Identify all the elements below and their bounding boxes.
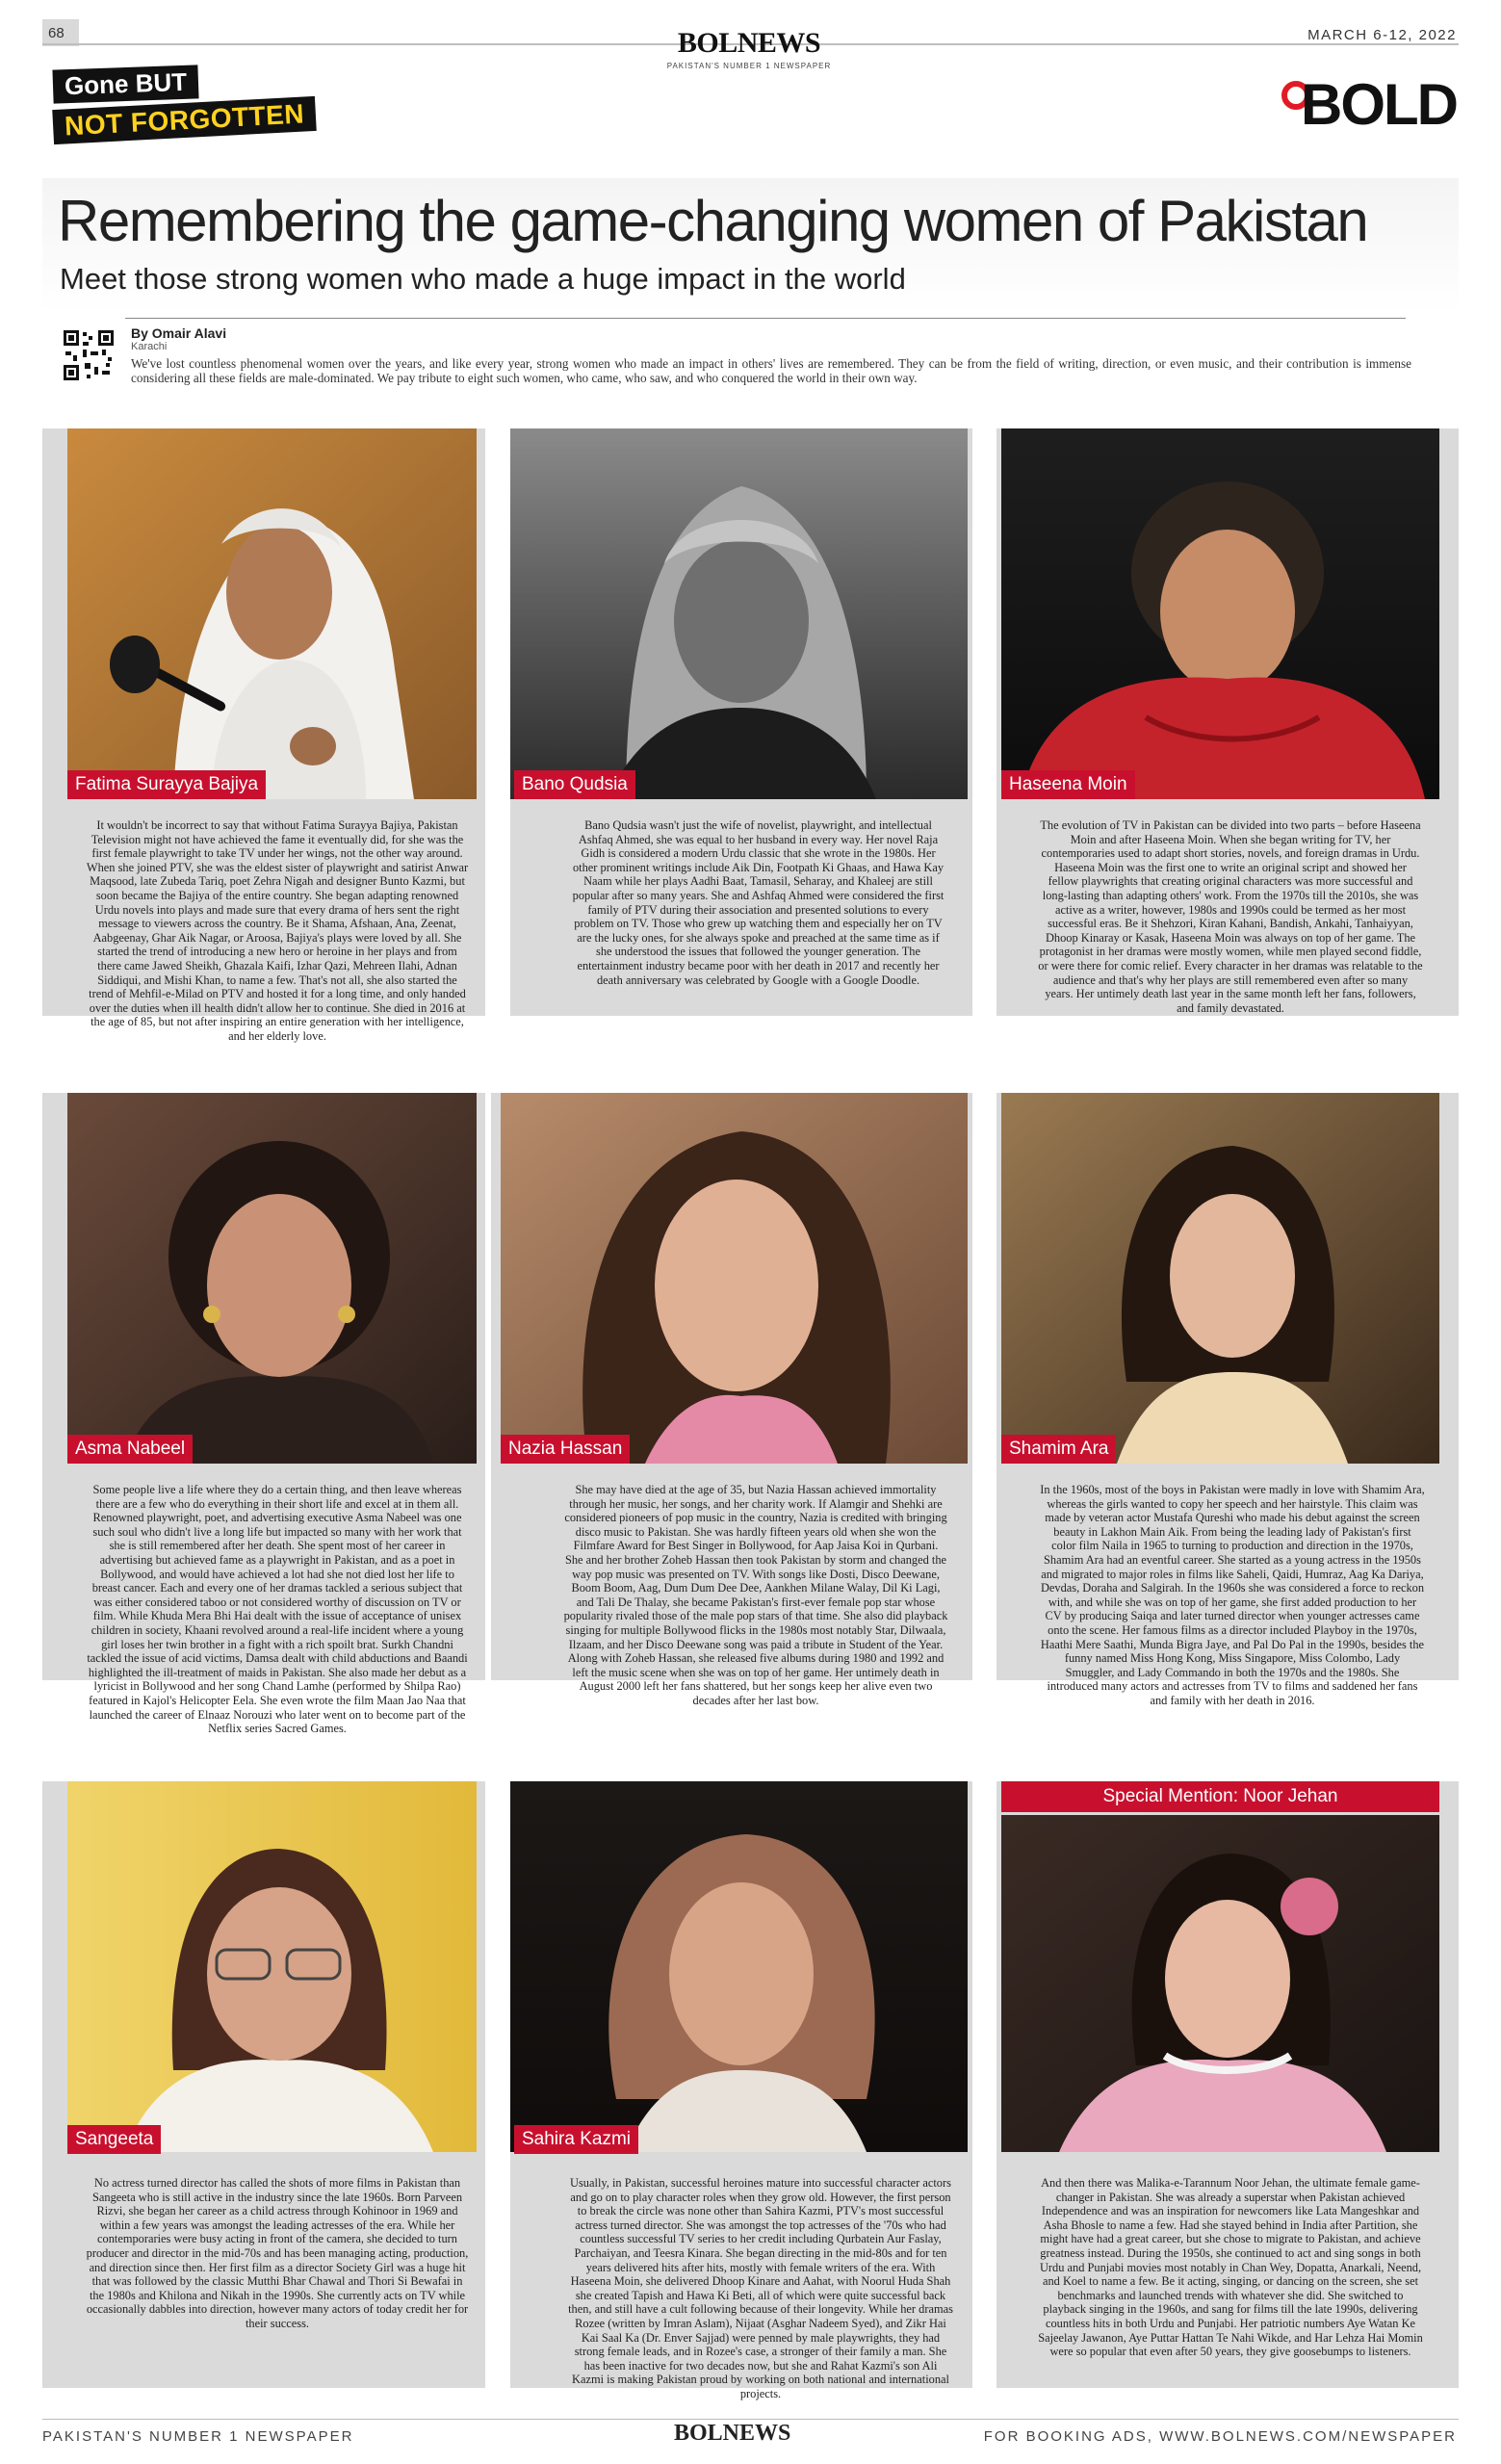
profile-name-tag: Nazia Hassan xyxy=(501,1435,630,1464)
profile-text: Some people live a life where they do a certain thing, and then leave whereas there are a few who do everything in their short life and excel at in them all. Renowned playwright, poet, and advertising executive Asma Nabeel was one such soul who didn't live a long life but impacted so many with her work that she is still remembered after her death. She spent most of her career in advertising but achieved fame as a playwright in Pakistan, and as a poet in Bollywood, and would have achieved a lot had she not died lost her life to breast cancer. Each and every one of her dramas tackled a serious subject that was either considered taboo or not considered worthy of discussion on TV or film. While Khuda Mera Bhi Hai dealt with the issue of acceptance of unisex children in society, Khaani revolved around a real-life incident where a young girl loses her twin brother in a fight with a rich spoilt brat. Surkh Chandni tackled the issue of acid victims, Damsa dealt with child abductions and Baandi highlighted the ill-treatment of maids in Pakistan. She also made her debut as a lyricist in Bollywood and her song Chand Lamhe (performed by Shilpa Rao) featured in Kajol's Helicopter Eela. She even wrote the film Maan Jao Naa that launched the career of Elnaaz Norouzi who later went on to become part of the Netflix series Sacred Games. xyxy=(87,1483,468,1736)
portrait-photo xyxy=(501,1093,968,1464)
footer-rule xyxy=(42,2419,1459,2420)
profile-name-tag: Shamim Ara xyxy=(1001,1435,1116,1464)
intro-paragraph: We've lost countless phenomenal women over the years, and like every year, strong women who made an impact in others' lives are remembered. They can be from the field of writing, direction, or even music, and their contribution is immense considering all these fields are male-dominated. We pay tribute to eight such women, who came, who saw, and who conquered the world in their own way. xyxy=(131,356,1411,385)
footer-masthead: BOLNEWS xyxy=(674,2421,791,2446)
portrait-photo xyxy=(510,1781,968,2152)
qr-code-icon[interactable] xyxy=(62,328,116,382)
portrait-photo xyxy=(67,1093,477,1464)
profile-text: It wouldn't be incorrect to say that without Fatima Surayya Bajiya, Pakistan Television might not have achieved the fame it eventually did, for she was the first female playwright to take TV under her wings, not the other way around. When she joined PTV, she was the eldest sister of playwright and satirist Anwar Maqsood, late Zubeda Tariq, poet Zehra Nigah and designer Bunto Kazmi, but soon became the Bajiya of the entire country. She began adapting renowned Urdu novels into plays and made sure that every drama of hers sent the right message to viewers across the country. Be it Shama, Afshaan, Ana, Zeenat, Aabgeenay, Ghar Aik Nagar, or Aroosa, Bajiya's plays were loved by all. She started the trend of introducing a new hero or heroine in her plays and from there came Jawed Sheikh, Ghazala Kaifi, Izhar Qazi, Mehreen Ilahi, Adnan Siddiqui, and Mishi Khan, to name a few. That's not all, she also started the trend of Mehfil-e-Milad on PTV and hosted it for a long time, and only handed over the duties when ill health didn't allow her to continue. She died in 2016 at the age of 85, but not after inspiring an entire generation with her intelligence, and her elderly love. xyxy=(86,818,469,1043)
section-stamp-line1: Gone BUT xyxy=(52,65,198,103)
subheadline: Meet those strong women who made a huge impact in the world xyxy=(60,262,906,296)
footer-booking-link[interactable]: FOR BOOKING ADS, WWW.BOLNEWS.COM/NEWSPAPER xyxy=(983,2428,1457,2445)
profile-text: In the 1960s, most of the boys in Pakistan were madly in love with Shamim Ara, whereas the girls wanted to copy her speech and her hairstyle. This claim was made by veteran actor Mustafa Qureshi who made his debut against the screen beauty in Lakhon Main Aik. From being the leading lady of Pakistan's first color film Naila in 1965 to turning to production and direction in the 1970s, Shamim Ara had an eventful career. She started as a young actress in the 1950s and migrated to major roles in films like Saheli, Qaidi, Humraz, Aag Ka Dariya, Devdas, Doraha and Salgirah. In the 1960s she was considered a force to reckon with, and while she was on top of her game, she first added production to her CV by producing Saiqa and later turned director when younger actresses came onto the scene. Her famous films as a director included Playboy in the 1970s, Haathi Mere Saathi, Munda Bigra Jaye, and Pal Do Pal in the 1990s, besides the funny named Miss Hong Kong, Miss Singapore, Miss Colombo, Lady Smuggler, and Lady Commando in both the 1970s and the 1980s. She introduced many actors and actresses from TV to films and saddened her fans and family with her death in 2016. xyxy=(1040,1483,1425,1707)
profile-text: The evolution of TV in Pakistan can be divided into two parts – before Haseena Moin and after Haseena Moin. When she began writing for TV, her contemporaries used to adapt short stories, novels, and foreign dramas in Urdu. Haseena Moin was the first one to write an original script and showed her fellow playwrights that creating original characters was more successful and long-lasting than adapting others' work. From the 1970s till the 2010s, she was active as a writer, however, 1980s and 1990s could be termed as her most successful eras. Be it Shehzori, Kiran Kahani, Bandish, Ankahi, Tanhaiyyan, Dhoop Kinaray or Kasak, Haseena Moin was always on top of her game. The protagonist in her dramas were mostly women, while men played second fiddle, or were there for comic relief. Every character in her dramas was relatable to the audience and that's why her plays are still remembered even after so many years. Her untimely death last year in the same month left her fans, followers, and family devastated. xyxy=(1038,818,1423,1015)
profile-text: Usually, in Pakistan, successful heroines mature into successful character actors and go on to play character roles when they grow old. However, the first person to break the circle was none other than Sahira Kazmi, PTV's most successful actress turned director. She was amongst the top actresses of the '70s who had countless successful TV series to her credit including Qurbatein Aur Faslay, Parchaiyan, and Teesra Kinara. She began directing in the mid-80s and for ten years delivered hits after hits, mostly with female writers of the era. With Haseena Moin, she delivered Dhoop Kinare and Aahat, with Noorul Huda Shah she created Tapish and Hawa Ki Beti, all of which were quite successful back then, and still have a cult following because of their longevity. While her dramas Rozee (written by Imran Aslam), Nijaat (Asghar Nadeem Syed), and Zikr Hai Kai Saal Ka (Dr. Enver Sajjad) were penned by male playwrights, they had strong female leads, and in Rozee's case, a stronger of their family a man. She has been inactive for two decades now, but she and Rahat Kazmi's son Ali Kazmi is making Pakistan proud by working on both national and international projects. xyxy=(568,2176,953,2400)
profile-name-tag: Sahira Kazmi xyxy=(514,2125,638,2154)
bold-logo xyxy=(1281,71,1457,138)
footer-tagline: PAKISTAN'S NUMBER 1 NEWSPAPER xyxy=(42,2428,354,2445)
portrait-photo xyxy=(67,428,477,799)
profile-text: No actress turned director has called the shots of more films in Pakistan than Sangeeta who is still active in the industry since the late 1960s. Born Parveen Rizvi, she began her career as a child actress through Kohinoor in 1969 and within a few years was amongst the leading actresses of the era. While her contemporaries were busy acting in front of the camera, she decided to turn producer and director in the mid-70s and has been managing acting, production, and direction since then. Her first film as a director Society Girl was a huge hit that was followed by the classic Mutthi Bhar Chawal and Thori Si Bewafai in the 1980s and Khilona and Nikah in the 1990s. She currently acts on TV while occasionally dabbles into direction, however many actors of today credit her for their success. xyxy=(86,2176,469,2330)
portrait-photo xyxy=(1001,1815,1439,2152)
page-number: 68 xyxy=(42,19,79,46)
byline: By Omair Alavi xyxy=(131,325,227,341)
profile-name-tag: Asma Nabeel xyxy=(67,1435,193,1464)
section-stamp-line2: NOT FORGOTTEN xyxy=(52,96,317,144)
profile-name-tag: Fatima Surayya Bajiya xyxy=(67,770,266,799)
profile-name-tag: Sangeeta xyxy=(67,2125,161,2154)
issue-date: MARCH 6-12, 2022 xyxy=(1307,27,1457,43)
headline: Remembering the game-changing women of Pakistan xyxy=(58,189,1368,253)
portrait-photo xyxy=(1001,428,1439,799)
profile-text: Bano Qudsia wasn't just the wife of novelist, playwright, and intellectual Ashfaq Ahmed, she was equal to her husband in every way. Her novel Raja Gidh is considered a modern Urdu classic that she wrote in the 1980s. Her other prominent writings include Aik Din, Footpath Ki Ghaas, and Hawa Kay Naam while her plays Aadhi Baat, Tamasil, Seharay, and Khaleej are still popular after so many years. She and Ashfaq Ahmed were considered the first family of PTV during their association and presented solutions to every problem on TV. Those who grew up watching them and especially her on TV are the lucky ones, for she always spoke and preached at the same time as if she understood the issues that followed the younger generation. The entertainment industry became poor with her death in 2017 and recently her death anniversary was celebrated by Google with a Google Doodle. xyxy=(572,818,945,987)
masthead xyxy=(653,27,845,70)
profile-text: And then there was Malika-e-Tarannum Noor Jehan, the ultimate female game-changer in Pakistan. She was already a superstar when Pakistan achieved Independence and was an inspiration for newcomers like Lata Mangeshkar and Asha Bhosle to name a few. Had she stayed behind in India after Partition, she might have had a great career, but she chose to migrate to Pakistan, and achieve greatness instead. During the 1950s, she continued to act and sing songs in both Urdu and Punjabi movies most notably in Chan Wey, Dopatta, Anarkali, Neend, and Koel to name a few. Be it acting, singing, or dancing on the screen, she set benchmarks and launched trends with whatever she did. She switched to playback singing in the 1960s, and sang for films till the late 1990s, delivering countless hits in both Urdu and Punjabi. Her patriotic numbers Aye Watan Ke Sajeelay Jawanon, Aye Puttar Hattan Te Nahi Wikde, and Har Lehza Hai Momin were so popular that even after 50 years, they give goosebumps to listeners. xyxy=(1038,2176,1423,2359)
profile-name-tag: Haseena Moin xyxy=(1001,770,1135,799)
portrait-photo xyxy=(1001,1093,1439,1464)
section-stamp xyxy=(53,66,316,142)
subhead-rule xyxy=(125,318,1406,319)
profile-text: She may have died at the age of 35, but Nazia Hassan achieved immortality through her music, her songs, and her charity work. If Alamgir and Shehki are considered pioneers of pop music in the country, Nazia is credited with bringing disco music to Pakistan. She was hardly fifteen years old when she won the Filmfare Award for Best Singer in Bollywood, for Aap Jaisa Koi in Qurbani. She and her brother Zoheb Hassan then took Pakistan by storm and changed the way pop music was presented on TV. With songs like Dosti, Disco Deewane, Boom Boom, Aag, Dum Dum Dee Dee, Aankhen Milane Walay, Dil Ki Lagi, and Tali De Thalay, she became Pakistan's first-ever female pop star whose popularity rivaled those of the male pop stars of that time. She also did playback singing for multiple Bollywood flicks in the 1980s most notably Star, Dilwaala, Ilzaam, and her Disco Deewane song was paid a tribute in Student of the Year. Along with Zoheb Hassan, she released five albums during 1980 and 1992 and left the music scene when she was on top of her game. Her untimely death in August 2000 left her fans shattered, but her songs keep her alive even two decades after her last bow. xyxy=(563,1483,948,1707)
masthead-name: BOLNEWS xyxy=(677,27,821,59)
masthead-tagline: PAKISTAN'S NUMBER 1 NEWSPAPER xyxy=(666,62,832,70)
portrait-photo xyxy=(510,428,968,799)
portrait-photo xyxy=(67,1781,477,2152)
special-mention-tag: Special Mention: Noor Jehan xyxy=(1001,1781,1439,1812)
profile-name-tag: Bano Qudsia xyxy=(514,770,635,799)
byline-location: Karachi xyxy=(131,341,168,352)
bold-logo-word: BOLD xyxy=(1301,72,1457,137)
